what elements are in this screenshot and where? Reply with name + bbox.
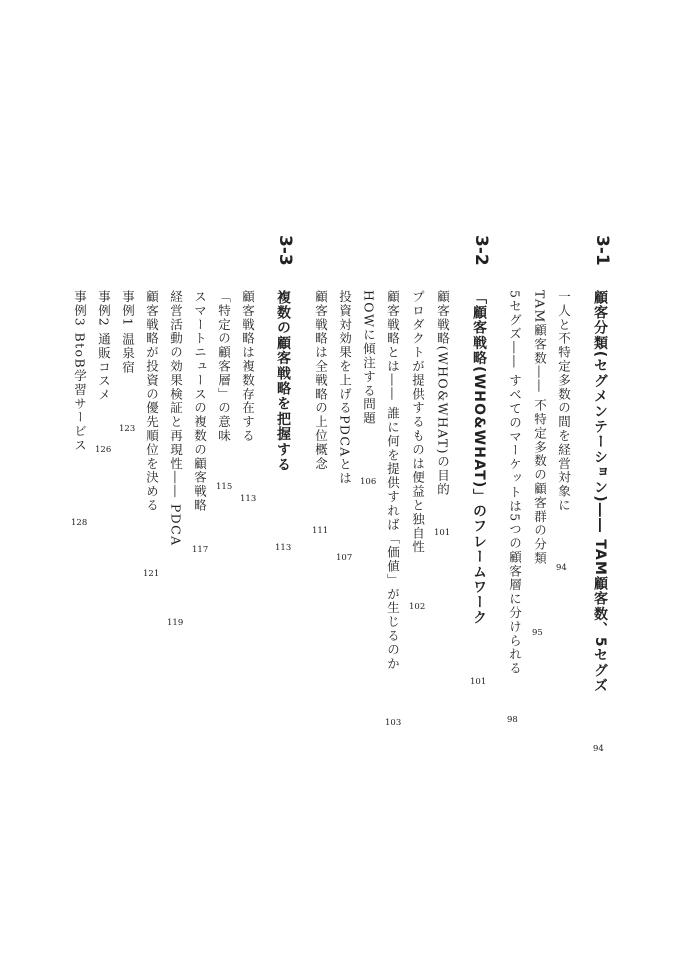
toc-item: 事例3 BtoB学習サービス: [72, 290, 88, 453]
section-title: 複数の顧客戦略を把握する: [275, 290, 291, 473]
toc-item-page: 123: [119, 424, 136, 434]
toc-item: TAM顧客数―― 不特定多数の顧客群の分類: [532, 290, 548, 566]
toc-item-page: 117: [192, 545, 209, 555]
toc-item: 投資対効果を上げるPDCAとは: [337, 290, 353, 486]
toc-item-page: 101: [434, 528, 451, 538]
toc-item-page: 102: [409, 602, 426, 612]
toc-item: 5セグズ―― すべてのマーケットは5つの顧客層に分けられる: [507, 290, 523, 676]
section-title: 顧客分類(セグメンテーション)―― TAM顧客数、5セグズ: [592, 290, 608, 694]
section-number: 3-3: [275, 235, 295, 266]
toc-item: 顧客戦略は全戦略の上位概念: [313, 290, 329, 471]
toc-item-page: 94: [556, 563, 567, 573]
toc-item-page: 95: [532, 628, 543, 638]
section-number: 3-2: [471, 235, 491, 266]
toc-item: 事例2 通販コスメ: [96, 290, 112, 403]
toc-item-page: 103: [385, 718, 402, 728]
toc-item: 「特定の顧客層」の意味: [216, 290, 232, 443]
toc-item: 一人と不特定多数の間を経営対象に: [556, 290, 572, 513]
toc-item-page: 113: [240, 494, 257, 504]
toc-item: HOWに傾注する問題: [361, 290, 377, 426]
toc-item: 顧客戦略とは―― 誰に何を提供すれば「価値」が生じるのか: [385, 290, 401, 671]
toc-item-page: 126: [95, 445, 112, 455]
toc-item-page: 111: [312, 526, 329, 536]
toc-item: プロダクトが提供するものは便益と独自性: [410, 290, 426, 555]
section-number: 3-1: [592, 235, 612, 266]
toc-item: 顧客戦略(WHO&WHAT)の目的: [435, 290, 451, 497]
section-title: 「顧客戦略(WHO&WHAT)」のフレームワーク: [471, 290, 487, 626]
section-page-number: 113: [275, 543, 292, 553]
toc-item-page: 98: [507, 715, 518, 725]
toc-item-page: 107: [336, 553, 353, 563]
toc-item-page: 121: [143, 569, 160, 579]
toc-item: スマートニュースの複数の顧客戦略: [192, 290, 208, 513]
toc-item: 事例1 温泉宿: [120, 290, 136, 375]
section-page-number: 101: [470, 677, 487, 687]
toc-item-page: 115: [216, 482, 233, 492]
toc-item: 経営活動の効果検証と再現性―― PDCA: [168, 290, 184, 547]
toc-item-page: 119: [167, 618, 184, 628]
section-page-number: 94: [593, 744, 604, 754]
toc-item-page: 106: [360, 477, 377, 487]
toc-item-page: 128: [71, 518, 88, 528]
toc-item: 顧客戦略が投資の優先順位を決める: [144, 290, 160, 513]
toc-item: 顧客戦略は複数存在する: [240, 290, 256, 443]
